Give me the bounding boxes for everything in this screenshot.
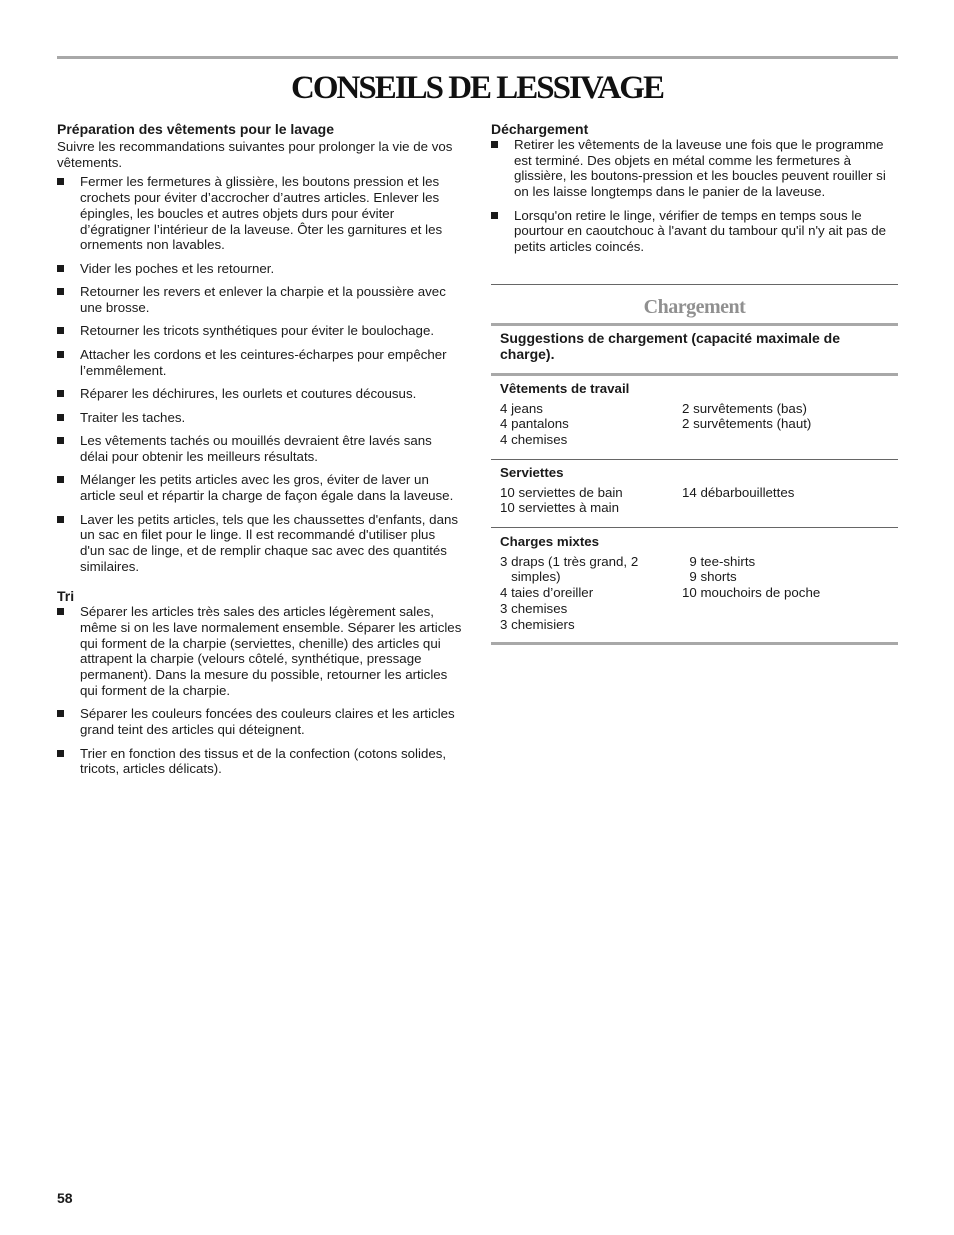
travail-heading: Vêtements de travail: [500, 381, 630, 396]
list-item: Retourner les revers et enlever la charpie et la poussière avec une brosse.: [57, 284, 462, 315]
bullet-square-icon: [491, 141, 498, 148]
bullet-square-icon: [57, 437, 64, 444]
decharge-list: [491, 137, 898, 255]
bullet-square-icon: [57, 288, 64, 295]
list-item: Traiter les taches.: [57, 410, 462, 426]
divider: [491, 373, 898, 376]
page-number: 58: [57, 1190, 73, 1206]
tri-heading: Tri: [57, 588, 75, 605]
serviettes-heading: Serviettes: [500, 465, 564, 480]
list-item: Séparer les couleurs foncées des couleurs claires et les articles grand teint des articles qui déteignent.: [57, 706, 462, 737]
left-column: [57, 121, 462, 785]
table-row: 3 chemises: [500, 600, 568, 616]
travail-section: [500, 381, 898, 448]
table-row: 3 chemisiers: [500, 616, 575, 632]
bullet-square-icon: [57, 710, 64, 717]
divider: [491, 459, 898, 460]
tri-list: [57, 604, 462, 777]
list-item: Séparer les articles très sales des articles légèrement sales, même si on les lave normalement ensemble. Séparer les articles qui forment de la charpie (serviettes, chenille) des articles qui attrapent la charpie (velours côtelé, synthétique, pressage permanent). Dans la mesure du possible, retourner les articles qui forment de la charpie.: [57, 604, 462, 698]
bullet-square-icon: [491, 212, 498, 219]
table-row: 10 serviettes de bain 14 débarbouillettes: [500, 484, 795, 500]
list-item: Trier en fonction des tissus et de la confection (cotons solides, tricots, articles délicats).: [57, 746, 462, 777]
suggest-heading: Suggestions de chargement (capacité maximale de charge).: [500, 330, 841, 362]
table-row: 10 serviettes à main: [500, 500, 619, 516]
bullet-square-icon: [57, 178, 64, 185]
list-item: Les vêtements tachés ou mouillés devraient être lavés sans délai pour obtenir les meilleurs résultats.: [57, 433, 462, 464]
divider: [491, 642, 898, 645]
table-row: simples) 9 shorts: [500, 569, 737, 585]
bullet-square-icon: [57, 608, 64, 615]
bullet-square-icon: [57, 414, 64, 421]
list-item: Mélanger les petits articles avec les gros, éviter de laver un article seul et répartir la charge de façon égale dans la laveuse.: [57, 472, 462, 503]
table-row: 3 draps (1 très grand, 2 9 tee-shirts: [500, 553, 756, 569]
top-rule: [57, 56, 898, 59]
list-item: Fermer les fermetures à glissière, les boutons pression et les crochets pour éviter d’accrocher d’autres articles. Enlever les épingles, les boucles et autres objets durs pour éviter d’égratigner l’intérieur de la laveuse. Ôter les garnitures et les ornements non lavables.: [57, 174, 462, 253]
table-row: 4 pantalons 2 survêtements (haut): [500, 416, 812, 432]
mixtes-section: [500, 534, 898, 632]
divider: [491, 323, 898, 326]
serviettes-section: [500, 465, 898, 516]
bullet-square-icon: [57, 351, 64, 358]
mixtes-heading: Charges mixtes: [500, 534, 600, 549]
list-item: Attacher les cordons et les ceintures-écharpes pour empêcher l’emmêlement.: [57, 347, 462, 378]
bullet-square-icon: [57, 516, 64, 523]
table-row: 4 taies d’oreiller 10 mouchoirs de poche: [500, 585, 821, 601]
list-item: Vider les poches et les retourner.: [57, 261, 462, 277]
bullet-square-icon: [57, 750, 64, 757]
list-item: Laver les petits articles, tels que les chaussettes d'enfants, dans un sac en filet pour le linge. Il est recommandé d'utiliser plus d'un sac de linge, et de remplir chaque sac avec des quantités similaires.: [57, 512, 462, 575]
table-row: 4 chemises: [500, 432, 568, 448]
bullet-square-icon: [57, 265, 64, 272]
list-item: Lorsqu'on retire le linge, vérifier de temps en temps sous le pourtour en caoutchouc à l'avant du tambour qu'il n'y ait pas de petits articles coincés.: [491, 208, 898, 255]
page-title: CONSEILS DE LESSIVAGE: [291, 70, 663, 106]
right-column: [491, 121, 898, 263]
bullet-square-icon: [57, 327, 64, 334]
prep-intro: Suivre les recommandations suivantes pour prolonger la vie de vos vêtements.: [57, 139, 453, 170]
divider: [491, 527, 898, 528]
list-item: Retourner les tricots synthétiques pour éviter le boulochage.: [57, 323, 462, 339]
prep-list: [57, 174, 462, 574]
decharge-heading: Déchargement: [491, 121, 589, 137]
table-row: 4 jeans 2 survêtements (bas): [500, 400, 807, 416]
list-item: Réparer les déchirures, les ourlets et coutures décousus.: [57, 386, 462, 402]
bullet-square-icon: [57, 390, 64, 397]
divider: [491, 284, 898, 285]
prep-heading: Préparation des vêtements pour le lavage: [57, 121, 334, 137]
chargement-title: Chargement: [643, 296, 746, 318]
list-item: Retirer les vêtements de la laveuse une fois que le programme est terminé. Des objets en métal comme les fermetures à glissière, les boutons-pression et les boucles peuvent rouiller si on les laisse longtemps dans le panier de la laveuse.: [491, 137, 898, 200]
bullet-square-icon: [57, 476, 64, 483]
